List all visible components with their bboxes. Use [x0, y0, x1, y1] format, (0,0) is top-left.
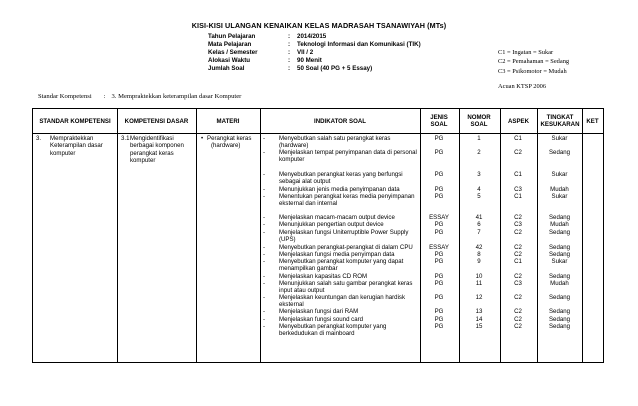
table-row: [263, 308, 421, 315]
meta-colon: :: [288, 65, 291, 73]
indikator-text: Menyebutkan perangkat komputer yang dapat menampilkan gambar: [279, 258, 404, 273]
nomor-soal-cell: 7: [477, 229, 481, 236]
table-row: [263, 221, 421, 228]
standar-value: 3. Mempraktekkan keterampilan dasar Komputer: [111, 93, 242, 100]
aspek-cell: C2: [514, 316, 522, 323]
tingkat-kesukaran-cell: Sedang: [548, 273, 570, 280]
aspek-cell: C2: [514, 308, 522, 315]
table-row: [263, 135, 421, 150]
legend-item: C3 = Psikomotor = Mudah: [498, 67, 567, 75]
tingkat-kesukaran-cell: Mudah: [550, 221, 569, 228]
table-row: [263, 280, 421, 295]
dash-icon: -: [263, 149, 266, 156]
aspek-cell: C2: [514, 294, 522, 301]
materi-cell: [201, 135, 257, 150]
aspek-cell: C3: [514, 221, 522, 228]
indikator-text: Menjelaskan fungsi dari RAM: [279, 308, 359, 315]
aspek-cell: C2: [514, 149, 522, 156]
nomor-soal-cell: 9: [477, 258, 481, 265]
nomor-soal-cell: 42: [475, 244, 483, 251]
meta-colon: :: [288, 49, 291, 57]
dash-icon: -: [263, 308, 266, 315]
standar-number: 3.: [36, 135, 42, 142]
dash-icon: -: [263, 135, 266, 142]
tingkat-kesukaran-cell: Sedang: [548, 323, 570, 330]
jenis-soal-cell: PG: [434, 135, 444, 142]
standar-colon: :: [103, 93, 106, 100]
jenis-soal-cell: PG: [434, 258, 444, 265]
nomor-soal-cell: 3: [477, 171, 481, 178]
table-row: [263, 229, 421, 244]
table-row: [263, 294, 421, 309]
aspek-cell: C3: [514, 186, 522, 193]
table-row: [263, 258, 421, 273]
meta-colon: :: [288, 33, 291, 40]
kisi-kisi-table: [32, 108, 604, 363]
aspek-cell: C2: [514, 214, 522, 221]
standar-kompetensi-line: [38, 93, 241, 100]
dash-icon: -: [263, 258, 266, 265]
nomor-soal-cell: 2: [477, 149, 481, 156]
indikator-text: Menyebutkan perangkat-perangkat di dalam CPU: [279, 244, 413, 251]
indikator-text: Menyebutkan salah satu perangkat keras (hardware): [279, 135, 391, 150]
column-divider: [196, 109, 197, 362]
jenis-soal-cell: PG: [434, 316, 444, 323]
kompetensi-text: Mengidentifikasi berbagai komponen perangkat keras komputer: [130, 135, 184, 165]
nomor-soal-cell: 41: [475, 214, 483, 221]
jenis-soal-cell: ESSAY: [429, 214, 449, 221]
meta-row: [208, 57, 421, 65]
meta-label: Alokasi Waktu: [208, 57, 251, 65]
nomor-soal-cell: 14: [475, 316, 483, 323]
nomor-soal-cell: 4: [477, 186, 481, 193]
tingkat-kesukaran-cell: Sedang: [548, 229, 570, 236]
aspek-cell: C2: [514, 273, 522, 280]
col-header-nomor: NOMOR SOAL: [467, 114, 491, 128]
tingkat-kesukaran-cell: Sedang: [548, 308, 570, 315]
tingkat-kesukaran-cell: Sedang: [548, 316, 570, 323]
materi-line: (hardware): [211, 142, 241, 150]
tingkat-kesukaran-cell: Sukar: [551, 258, 568, 265]
indikator-text: Menunjukkan salah satu gambar perangkat keras input atau output: [279, 280, 413, 295]
nomor-soal-cell: 12: [475, 294, 483, 301]
dash-icon: -: [263, 251, 266, 258]
tingkat-kesukaran-cell: Sukar: [551, 193, 568, 200]
nomor-soal-cell: 13: [475, 308, 483, 315]
standar-label: Standar Kompetensi: [38, 93, 92, 100]
jenis-soal-cell: PG: [434, 323, 444, 330]
jenis-soal-cell: PG: [434, 221, 444, 228]
meta-colon: :: [288, 57, 291, 65]
jenis-soal-cell: PG: [434, 193, 444, 200]
indikator-text: Menjelaskan fungsi media penyimpan data: [279, 251, 395, 258]
legend-item: C1 = Ingatan = Sukar: [498, 49, 554, 56]
col-header-standar: STANDAR KOMPETENSI: [39, 117, 111, 125]
jenis-soal-cell: PG: [434, 171, 444, 178]
jenis-soal-cell: PG: [434, 186, 444, 193]
meta-value: 90 Menit: [297, 57, 322, 65]
aspek-cell: C3: [514, 280, 522, 287]
tingkat-kesukaran-cell: Sukar: [551, 171, 568, 178]
legend-item: C2 = Pemahaman = Sedang: [498, 58, 570, 66]
meta-row: [208, 33, 421, 41]
tingkat-kesukaran-cell: Sedang: [548, 251, 570, 258]
kompetensi-number: 3.1: [121, 135, 130, 142]
aspek-cell: C1: [514, 258, 522, 265]
tingkat-kesukaran-cell: Sedang: [548, 244, 570, 251]
jenis-soal-cell: PG: [434, 251, 444, 258]
column-divider: [260, 109, 261, 362]
meta-label: Kelas / Semester: [208, 49, 258, 57]
indikator-text: Menentukan perangkat keras media penyimpanan eksternal dan internal: [279, 193, 415, 208]
col-header-aspek: ASPEK: [508, 117, 529, 125]
nomor-soal-cell: 15: [475, 323, 483, 330]
nomor-soal-cell: 11: [475, 280, 483, 287]
jenis-soal-cell: PG: [434, 273, 444, 280]
meta-value: Teknologi Informasi dan Komunikasi (TIK): [297, 41, 421, 49]
dash-icon: -: [263, 186, 266, 193]
meta-label: Tahun Pelajaran: [208, 33, 256, 40]
aspek-cell: C2: [514, 229, 522, 236]
curriculum-reference: Acuan KTSP 2006: [498, 83, 547, 90]
col-header-kompetensi: KOMPETENSI DASAR: [124, 117, 189, 125]
table-row: [263, 193, 421, 208]
indikator-text: Menjelaskan kapasitas CD ROM: [279, 273, 368, 280]
indikator-text: Menunjukkan jenis media penyimpanan data: [279, 186, 400, 193]
meta-row: [208, 41, 421, 49]
col-header-materi: MATERI: [216, 117, 240, 125]
dash-icon: -: [263, 229, 266, 236]
table-row: [263, 171, 421, 186]
aspek-cell: C1: [514, 171, 522, 178]
meta-value: VII / 2: [297, 49, 314, 57]
col-header-jenis: JENIS SOAL: [430, 114, 448, 128]
bullet-icon: •: [201, 135, 204, 142]
col-header-tingkat: TINGKAT KESUKARAN: [540, 114, 580, 128]
aspek-cell: C2: [514, 244, 522, 251]
standar-text: Mempraktekkan Keterampilan dasar komputer: [50, 135, 103, 157]
nomor-soal-cell: 8: [477, 251, 481, 258]
jenis-soal-cell: PG: [434, 149, 444, 156]
meta-label: Mata Pelajaran: [208, 41, 252, 49]
aspect-legend: [498, 48, 569, 76]
dash-icon: -: [263, 280, 266, 287]
aspek-cell: C1: [514, 193, 522, 200]
jenis-soal-cell: PG: [434, 280, 444, 287]
indikator-text: Menjelaskan fungsi sound card: [279, 316, 364, 323]
tingkat-kesukaran-cell: Mudah: [550, 280, 569, 287]
jenis-soal-cell: PG: [434, 308, 444, 315]
dash-icon: -: [263, 273, 266, 280]
nomor-soal-cell: 10: [475, 273, 483, 280]
table-row: [263, 149, 421, 164]
tingkat-kesukaran-cell: Sedang: [548, 149, 570, 156]
dash-icon: -: [263, 323, 266, 330]
aspek-cell: C1: [514, 135, 522, 142]
document-title: KISI-KISI ULANGAN KENAIKAN KELAS MADRASAH TSANAWIYAH (MTs): [191, 21, 447, 30]
dash-icon: -: [263, 294, 266, 301]
jenis-soal-cell: ESSAY: [429, 244, 449, 251]
meta-value: 2014/2015: [297, 33, 327, 40]
jenis-soal-cell: PG: [434, 294, 444, 301]
col-header-ket: KET: [586, 117, 599, 125]
table-row: [263, 323, 421, 338]
indikator-text: Menjelaskan fungsi Uniterruptible Power Supply (UPS): [279, 229, 409, 244]
indikator-text: Menjelaskan keuntungan dan kerugian hardisk eksternal: [279, 294, 406, 309]
indikator-text: Menunjukkan pengertian output device: [279, 221, 384, 228]
tingkat-kesukaran-cell: Sedang: [548, 294, 570, 301]
column-divider: [117, 109, 118, 362]
tingkat-kesukaran-cell: Sukar: [551, 135, 568, 142]
indikator-text: Menjelaskan macam-macam output device: [279, 214, 395, 221]
dash-icon: -: [263, 171, 266, 178]
nomor-soal-cell: 5: [477, 193, 481, 200]
meta-block: [208, 33, 421, 73]
dash-icon: -: [263, 221, 266, 228]
column-divider: [582, 109, 583, 362]
aspek-cell: C2: [514, 251, 522, 258]
meta-label: Jumlah Soal: [208, 65, 245, 73]
meta-colon: :: [288, 41, 291, 49]
meta-row: [208, 65, 421, 73]
indikator-text: Menjelaskan tempat penyimpanan data di personal komputer: [279, 149, 417, 164]
meta-row: [208, 49, 421, 57]
dash-icon: -: [263, 316, 266, 323]
jenis-soal-cell: PG: [434, 229, 444, 236]
dash-icon: -: [263, 244, 266, 251]
header-divider: [33, 133, 603, 134]
tingkat-kesukaran-cell: Mudah: [550, 186, 569, 193]
tingkat-kesukaran-cell: Sedang: [548, 214, 570, 221]
nomor-soal-cell: 6: [477, 221, 481, 228]
col-header-indikator: INDIKATOR SOAL: [314, 117, 366, 125]
dash-icon: -: [263, 214, 266, 221]
materi-line: Perangkat keras: [207, 135, 252, 142]
indikator-text: Menyebutkan perangkat keras yang berfungsi sebagai alat output: [279, 171, 403, 186]
meta-value: 50 Soal (40 PG + 5 Essay): [297, 65, 373, 73]
nomor-soal-cell: 1: [477, 135, 481, 142]
dash-icon: -: [263, 193, 266, 200]
aspek-cell: C2: [514, 323, 522, 330]
indikator-text: Menyebutkan perangkat komputer yang berkedudukan di mainboard: [279, 323, 387, 338]
